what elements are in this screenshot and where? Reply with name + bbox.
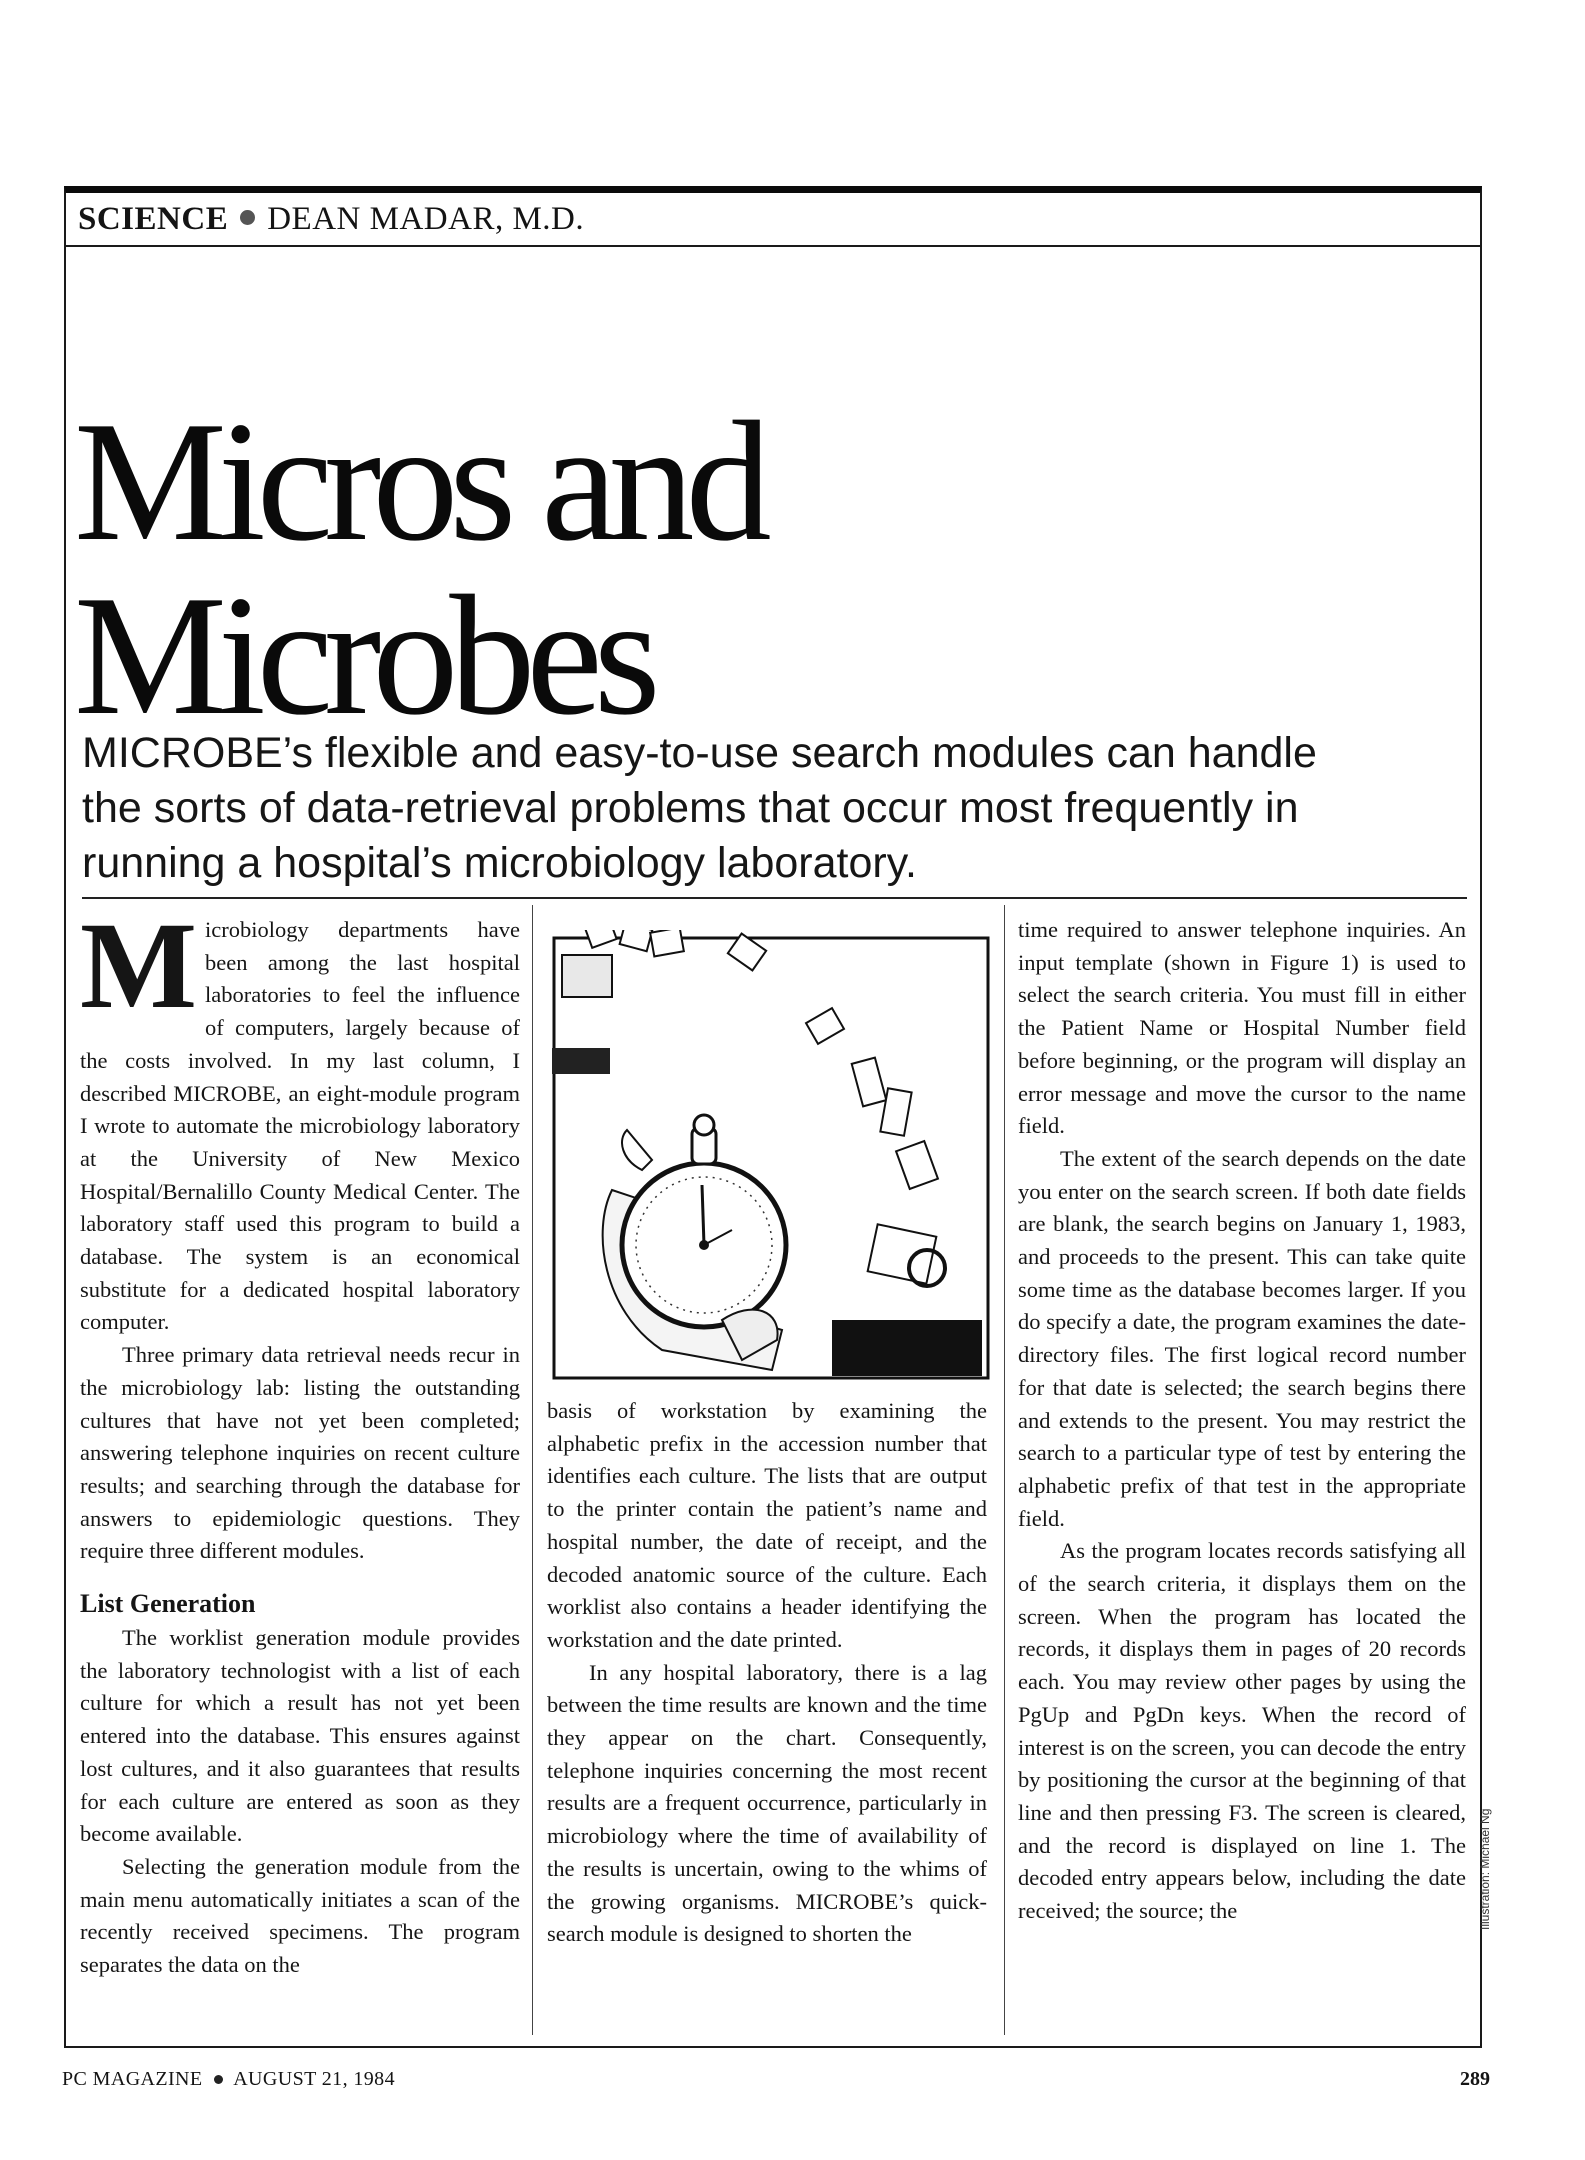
- text-column-2: [547, 1395, 987, 1951]
- title-line-2: Microbes: [74, 561, 652, 751]
- magazine-name: PC MAGAZINE: [62, 2068, 203, 2090]
- paragraph-text: icrobiology departments have been among the last hospital laboratories to feel the influence of computers, largely because of the costs involved. In my last column, I described MICROBE, an eight-module program I wrote to automate the microbiology laboratory at the University of New Mexico Hospital/Bernalillo County Medical Center. The laboratory staff used this program to build a database. The system is an economical substitute for a dedicated hospital laboratory computer.: [80, 917, 520, 1335]
- paragraph: In any hospital laboratory, there is a lag between the time results are known and the time they appear on the chart. Consequently, telephone inquiries concerning the most recent results are a frequent occurrence, particularly in microbiology where the time of availability of the results is uncertain, owing to the whims of the growing organisms. MICROBE’s quick-search module is designed to shorten the: [547, 1659, 987, 1947]
- paragraph: The worklist generation module provides the laboratory technologist with a list of each culture for which a result has not yet been entered into the database. This ensures against lost cultures, and it also guarantees that results for each culture are entered as soon as they become available.: [80, 1625, 520, 1847]
- column-divider: [1004, 905, 1005, 2035]
- column-header: [64, 193, 1482, 247]
- paragraph: Selecting the generation module from the main menu automatically initiates a scan of the recently received specimens. The program separates the data on the: [80, 1853, 520, 1978]
- page-number: 289: [1460, 2068, 1490, 2090]
- paragraph: [80, 897, 520, 1339]
- stopwatch-illustration: [552, 930, 990, 1380]
- deck-rule: [82, 897, 1467, 899]
- subheading: List Generation: [80, 1589, 256, 1619]
- paragraph: time required to answer telephone inquiries. An input template (shown in Figure 1) is used to select the search criteria. You must fill in either the Patient Name or Hospital Number field before beginning, or the program will display an error message and move the cursor to the name field.: [1018, 917, 1466, 1139]
- paragraph: The extent of the search depends on the date you enter on the search screen. If both date fields are blank, the search begins on January 1, 1983, and proceeds to the present. This can take quite some time as the database becomes larger. If you do specify a date, the program examines the date-directory files. The first logical record number for that date is selected; the search begins there and extends to the present. You may restrict the search to a particular type of test by entering the alphabetic prefix of that test in the appropriate field.: [1018, 1145, 1466, 1531]
- bullet-dot: [214, 2075, 223, 2084]
- text-column-1: [80, 897, 520, 1982]
- drop-cap: M: [80, 897, 198, 1034]
- page-footer: [62, 2068, 395, 2091]
- text-column-3: [1018, 914, 1466, 1928]
- column-divider: [532, 905, 533, 2035]
- paragraph: basis of workstation by examining the alphabetic prefix in the accession number that identifies each culture. The lists that are output to the printer contain the patient’s name and hospital number, the date of receipt, and the decoded anatomic source of the culture. Each worklist also contains a header identifying the workstation and the date printed.: [547, 1398, 987, 1652]
- article-title: [74, 387, 763, 751]
- section-label: SCIENCE: [78, 200, 229, 237]
- illustration-credit: Illustration: Michael Ng: [1478, 1808, 1492, 1930]
- title-line-1: Micros and: [74, 387, 763, 577]
- bullet-dot: [240, 210, 255, 225]
- paragraph: Three primary data retrieval needs recur in the microbiology lab: listing the outstanding cultures that have not yet been completed; answering telephone inquiries on recent culture results; and searching through the database for answers to epidemiologic questions. They require three different modules.: [80, 1342, 520, 1564]
- author-name: DEAN MADAR, M.D.: [267, 200, 585, 237]
- paragraph: As the program locates records satisfying all of the search criteria, it displays them on the screen. When the program has located the records, it displays them in pages of 20 records each. You may review other pages by using the PgUp and PgDn keys. When the record of interest is on the screen, you can decode the entry by positioning the cursor at the beginning of that line and then pressing F3. The screen is cleared, and the record is displayed on line 1. The decoded entry appears below, including the date received; the source; the: [1018, 1538, 1466, 1924]
- article-deck: MICROBE’s flexible and easy-to-use search modules can handle the sorts of data-retrieval problems that occur most frequently in running a hospital’s microbiology laboratory.: [82, 729, 1317, 887]
- issue-date: AUGUST 21, 1984: [233, 2068, 395, 2090]
